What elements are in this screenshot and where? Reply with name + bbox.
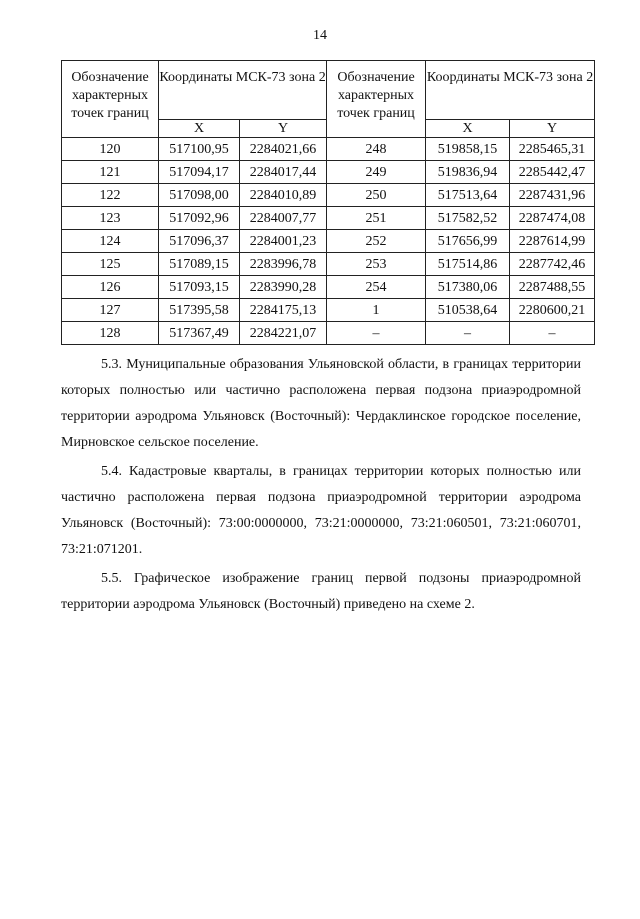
table-row	[62, 138, 595, 161]
x-right: 517380,06	[426, 276, 510, 299]
paragraph-5-4: 5.4. Кадастровые кварталы, в границах территории которых полностью или частично расположена первая подзона приаэродромной территории аэродрома Ульяновск (Восточный): 73:00:0000000, 73:21:0000000, 73:21:060501, 73:21:060701, 73:21:071201.	[61, 464, 581, 557]
y-left: 2284001,23	[240, 230, 327, 253]
y-right: 2287474,08	[510, 207, 595, 230]
y-right: 2287742,46	[510, 253, 595, 276]
x-left: 517098,00	[159, 184, 240, 207]
table-row	[62, 207, 595, 230]
y-left: 2284017,44	[240, 161, 327, 184]
header-y-right: Y	[510, 120, 595, 138]
table-row	[62, 253, 595, 276]
x-right: –	[426, 322, 510, 345]
point-right: 1	[327, 299, 426, 322]
x-left: 517089,15	[159, 253, 240, 276]
header-coords-left: Координаты МСК-73 зона 2	[159, 61, 327, 120]
x-right: 517514,86	[426, 253, 510, 276]
table-row	[62, 184, 595, 207]
table-row	[62, 230, 595, 253]
point-left: 120	[62, 138, 159, 161]
header-designation-right: Обозначение характерных точек границ	[327, 61, 426, 138]
y-right: 2280600,21	[510, 299, 595, 322]
y-right: 2285442,47	[510, 161, 595, 184]
paragraph-5-3: 5.3. Муниципальные образования Ульяновской области, в границах территории которых полностью или частично расположена первая подзона приаэродромной территории аэродрома Ульяновск (Восточный): Чердаклинское городское поселение, Мирновское сельское поселение.	[61, 357, 581, 450]
point-left: 125	[62, 253, 159, 276]
point-right: 249	[327, 161, 426, 184]
header-coords-right: Координаты МСК-73 зона 2	[426, 61, 595, 120]
header-y-left: Y	[240, 120, 327, 138]
x-left: 517096,37	[159, 230, 240, 253]
table-body	[62, 138, 595, 345]
page-number: 14	[313, 28, 327, 43]
y-left: 2283990,28	[240, 276, 327, 299]
y-left: 2284021,66	[240, 138, 327, 161]
point-right: 254	[327, 276, 426, 299]
header-x-right: X	[426, 120, 510, 138]
x-left: 517100,95	[159, 138, 240, 161]
point-right: –	[327, 322, 426, 345]
x-right: 519858,15	[426, 138, 510, 161]
x-right: 517656,99	[426, 230, 510, 253]
table-row	[62, 299, 595, 322]
y-left: 2284007,77	[240, 207, 327, 230]
point-left: 122	[62, 184, 159, 207]
y-right: 2287614,99	[510, 230, 595, 253]
y-right: –	[510, 322, 595, 345]
x-left: 517367,49	[159, 322, 240, 345]
x-right: 510538,64	[426, 299, 510, 322]
point-right: 251	[327, 207, 426, 230]
point-right: 248	[327, 138, 426, 161]
table-row	[62, 161, 595, 184]
table-row	[62, 276, 595, 299]
y-right: 2287431,96	[510, 184, 595, 207]
point-left: 126	[62, 276, 159, 299]
point-left: 124	[62, 230, 159, 253]
point-right: 252	[327, 230, 426, 253]
y-left: 2284010,89	[240, 184, 327, 207]
x-right: 517582,52	[426, 207, 510, 230]
header-x-left: X	[159, 120, 240, 138]
point-right: 253	[327, 253, 426, 276]
y-right: 2287488,55	[510, 276, 595, 299]
header-designation-left: Обозначение характерных точек границ	[62, 61, 159, 138]
x-right: 517513,64	[426, 184, 510, 207]
paragraph-5-5: 5.5. Графическое изображение границ первой подзоны приаэродромной территории аэродрома Ульяновск (Восточный) приведено на схеме 2.	[61, 571, 581, 612]
y-right: 2285465,31	[510, 138, 595, 161]
table-row	[62, 322, 595, 345]
point-left: 128	[62, 322, 159, 345]
y-left: 2284175,13	[240, 299, 327, 322]
x-right: 519836,94	[426, 161, 510, 184]
x-left: 517094,17	[159, 161, 240, 184]
point-right: 250	[327, 184, 426, 207]
x-left: 517092,96	[159, 207, 240, 230]
x-left: 517093,15	[159, 276, 240, 299]
y-left: 2284221,07	[240, 322, 327, 345]
point-left: 127	[62, 299, 159, 322]
point-left: 121	[62, 161, 159, 184]
x-left: 517395,58	[159, 299, 240, 322]
coordinates-table	[61, 60, 595, 345]
point-left: 123	[62, 207, 159, 230]
y-left: 2283996,78	[240, 253, 327, 276]
